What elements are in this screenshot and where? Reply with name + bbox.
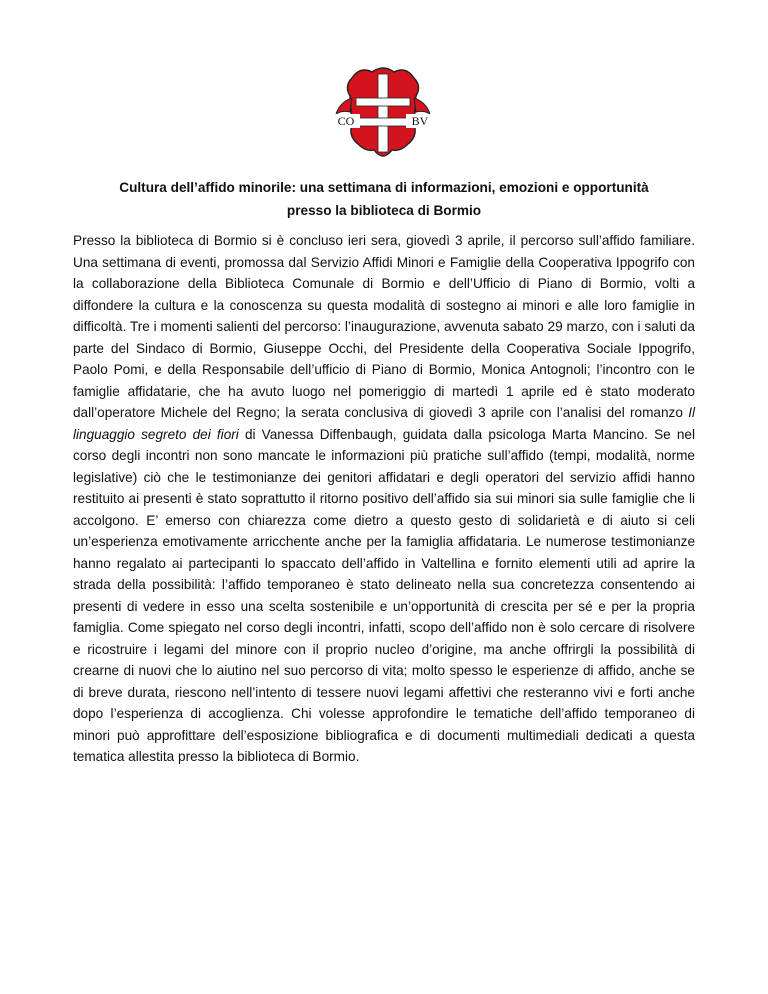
article-body-part-1: Presso la biblioteca di Bormio si è concluso ieri sera, giovedì 3 aprile, il percorso sull’affido familiare. Una settimana di eventi, promossa dal Servizio Affidi Minori e Famiglie della Cooperativa Ippogrifo con la collaborazione della Biblioteca Comunale di Bormio e dell’Ufficio di Piano di Bormio, volti a diffondere la cultura e la conoscenza su questa modalità di sostegno ai minori e alle loro famiglie in difficoltà. Tre i momenti salienti del percorso: l’inaugurazione, avvenuta sabato 29 marzo, con i saluti da parte del Sindaco di Bormio, Giuseppe Occhi, del Presidente della Cooperativa Sociale Ippogrifo, Paolo Pomi, e della Responsabile dell’ufficio di Piano di Bormio, Monica Antognoli; l’incontro con le famiglie affidatarie, che ha avuto luogo nel pomeriggio di martedì 1 aprile ed è stato moderato dall’operatore Michele del Regno; la serata conclusiva di giovedì 3 aprile con l’analisi del romanzo — [73, 233, 695, 420]
article-body — [73, 230, 695, 768]
article-title: Cultura dell’affido minorile: una settimana di informazioni, emozioni e opportunità presso la biblioteca di Bormio — [119, 180, 649, 218]
book-title: Il linguaggio segreto dei fiori — [73, 405, 695, 442]
logo-right-text: BV — [411, 114, 429, 128]
shield-cross-logo-icon — [322, 64, 444, 166]
cooperative-logo — [322, 64, 444, 166]
logo-left-text: CO — [337, 114, 355, 128]
article-body-part-2: di Vanessa Diffenbaugh, guidata dalla psicologa Marta Mancino. Se nel corso degli incontri non sono mancate le informazioni più pratiche sull’affido (tempi, modalità, norme legislative) ciò che le testimonianze dei genitori affidatari e degli operatori del servizio affidi hanno restituito ai presenti è stato soprattutto il ritorno positivo dell’affido sia sui minori sia sulle famiglie che li accolgono. E’ emerso con chiarezza come dietro a questo gesto di solidarietà e di aiuto si celi un’esperienza emotivamente arricchente anche per la famiglia affidataria. Le numerose testimonianze hanno regalato ai partecipanti lo spaccato dell’affido in Valtellina e fornito elementi utili ad aprire la strada della possibilità: l’affido temporaneo è stato delineato nella sua concretezza consentendo ai presenti di vedere in esso una scelta sostenibile e un’opportunità di crescita per sé e per la propria famiglia. Come spiegato nel corso degli incontri, infatti, scopo dell’affido non è solo cercare di risolvere e ricostruire i legami del minore con il proprio nucleo d’origine, ma anche offrirgli la possibilità di crearne di nuovi che lo aiutino nel suo percorso di vita; molto spesso le esperienze di affido, anche se di breve durata, riescono nell’intento di tessere nuovi legami affettivi che resteranno vivi e forti anche dopo l’esperienza di accoglienza. Chi volesse approfondire le tematiche dell’affido temporaneo di minori può approfittare dell’esposizione bibliografica e di documenti multimediali dedicati a questa tematica allestita presso la biblioteca di Bormio. — [73, 426, 696, 764]
